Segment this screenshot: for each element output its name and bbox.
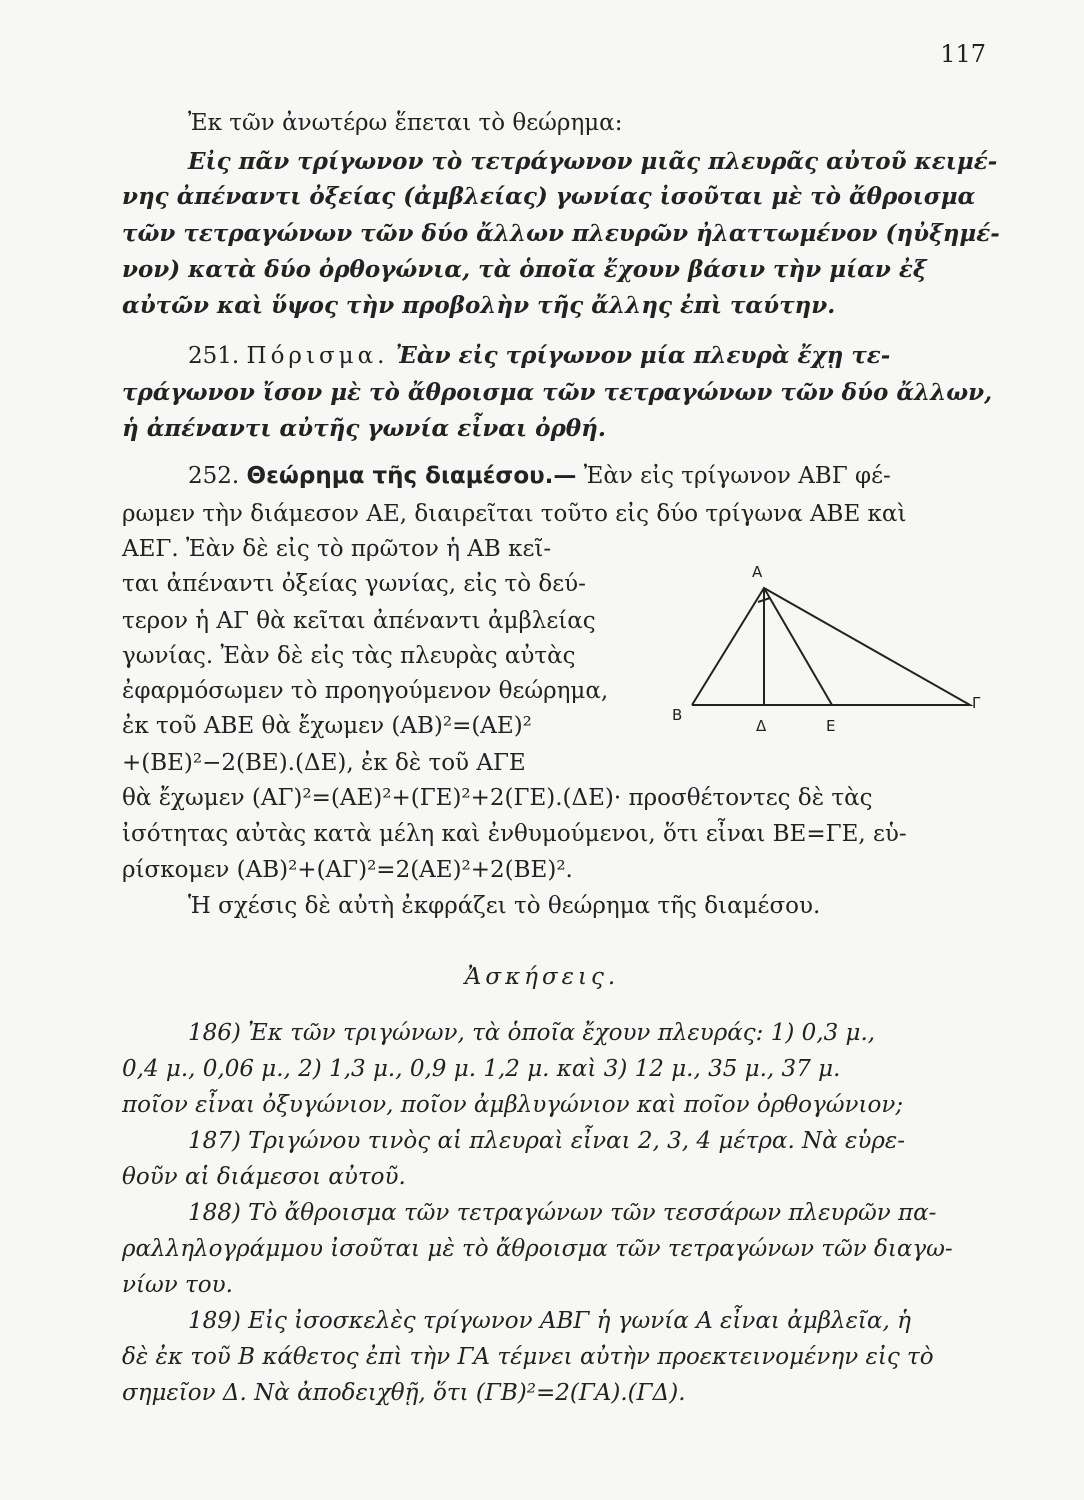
body-line: ρίσκομεν (ΑΒ)²+(ΑΓ)²=2(ΑΕ)²+2(ΒΕ)². (122, 857, 573, 883)
body-line: ΑΕΓ. Ἐὰν δὲ εἰς τὸ πρῶτον ἡ ΑΒ κεῖ- (122, 536, 552, 562)
exercise-line: 189) Εἰς ἰσοσκελὲς τρίγωνον ΑΒΓ ἡ γωνία Α εἶναι ἀμβλεῖα, ἡ (188, 1308, 911, 1334)
label-g: Γ (972, 694, 981, 712)
corollary-line: ἡ ἀπέναντι αὐτῆς γωνία εἶναι ὀρθή. (122, 415, 606, 442)
section-number: 252. (188, 463, 240, 489)
body-line: ρωμεν τὴν διάμεσον ΑΕ, διαιρεῖται τοῦτο εἰς δύο τρίγωνα ΑΒΕ καὶ (122, 501, 907, 527)
body-line: ἰσότητας αὐτὰς κατὰ μέλη καὶ ἐνθυμούμενοι, ὅτι εἶναι ΒΕ=ΓΕ, εὑ- (122, 821, 907, 847)
exercise-line: ραλληλογράμμου ἰσοῦται μὲ τὸ ἄθροισμα τῶν τετραγώνων τῶν διαγω- (122, 1236, 953, 1262)
section-252-first-line (188, 465, 891, 488)
exercise-line: δὲ ἐκ τοῦ Β κάθετος ἐπὶ τὴν ΓΑ τέμνει αὐτὴν προεκτεινομένην εἰς τὸ (122, 1344, 934, 1370)
corollary-line: τράγωνον ἴσον μὲ τὸ ἄθροισμα τῶν τετραγώνων τῶν δύο ἄλλων, (122, 379, 993, 406)
theorem-line: αὐτῶν καὶ ὕψος τὴν προβολὴν τῆς ἄλλης ἐπὶ ταύτην. (122, 292, 836, 319)
closing-line: Ἡ σχέσις δὲ αὐτὴ ἐκφράζει τὸ θεώρημα τῆς διαμέσου. (188, 893, 821, 919)
section-heading: Θεώρημα τῆς διαμέσου.— (246, 463, 577, 489)
theorem-line: τῶν τετραγώνων τῶν δύο ἄλλων πλευρῶν ἠλαττωμένον (ηὐξημέ- (122, 220, 1000, 247)
page-number: 117 (940, 40, 986, 68)
body-line: +(ΒΕ)²−2(ΒΕ).(ΔΕ), ἐκ δὲ τοῦ ΑΓΕ (122, 750, 526, 776)
section-text: Ἐὰν εἰς τρίγωνον ΑΒΓ φέ- (583, 463, 891, 489)
corollary-label: Πόρισμα. (246, 343, 389, 369)
triangle-figure (660, 560, 1000, 740)
intro-line: Ἐκ τῶν ἀνωτέρω ἕπεται τὸ θεώρημα: (188, 110, 623, 136)
theorem-line: νον) κατὰ δύο ὀρθογώνια, τὰ ὁποῖα ἔχουν βάσιν τὴν μίαν ἐξ (122, 256, 927, 283)
label-d: Δ (756, 717, 767, 735)
body-line: ἐφαρμόσωμεν τὸ προηγούμενον θεώρημα, (122, 678, 609, 704)
theorem-line: νης ἀπέναντι ὀξείας (ἀμβλείας) γωνίας ἰσοῦται μὲ τὸ ἄθροισμα (122, 183, 976, 210)
exercise-line: 188) Τὸ ἄθροισμα τῶν τετραγώνων τῶν τεσσάρων πλευρῶν πα- (188, 1200, 937, 1226)
corollary-number: 251. (188, 343, 240, 369)
label-a: Α (752, 563, 763, 581)
exercise-line: νίων του. (122, 1272, 233, 1298)
label-b: Β (672, 706, 683, 724)
triangle-abg (692, 588, 970, 705)
exercise-line: ποῖον εἶναι ὀξυγώνιον, ποῖον ἀμβλυγώνιον καὶ ποῖον ὀρθογώνιον; (122, 1092, 904, 1118)
body-line: ται ἀπέναντι ὀξείας γωνίας, εἰς τὸ δεύ- (122, 571, 586, 597)
exercise-line: 186) Ἐκ τῶν τριγώνων, τὰ ὁποῖα ἔχουν πλευράς: 1) 0,3 μ., (188, 1020, 876, 1046)
corollary-251 (188, 344, 890, 368)
label-e: Ε (826, 717, 836, 735)
corollary-text: Ἐὰν εἰς τρίγωνον μία πλευρὰ ἔχῃ τε- (395, 342, 891, 369)
theorem-line: Εἰς πᾶν τρίγωνον τὸ τετράγωνον μιᾶς πλευρᾶς αὐτοῦ κειμέ- (188, 148, 998, 175)
body-line: ἐκ τοῦ ΑΒΕ θὰ ἔχωμεν (ΑΒ)²=(ΑΕ)² (122, 713, 532, 739)
exercise-line: 187) Τριγώνου τινὸς αἱ πλευραὶ εἶναι 2, 3, 4 μέτρα. Νὰ εὑρε- (188, 1128, 905, 1154)
exercise-line: θοῦν αἱ διάμεσοι αὐτοῦ. (122, 1164, 406, 1190)
exercise-line: 0,4 μ., 0,06 μ., 2) 1,3 μ., 0,9 μ. 1,2 μ. καὶ 3) 12 μ., 35 μ., 37 μ. (122, 1056, 841, 1082)
exercise-line: σημεῖον Δ. Νὰ ἀποδειχθῇ, ὅτι (ΓΒ)²=2(ΓΑ).(ΓΔ). (122, 1380, 686, 1406)
body-line: θὰ ἔχωμεν (ΑΓ)²=(ΑΕ)²+(ΓΕ)²+2(ΓΕ).(ΔΕ)· προσθέτοντες δὲ τὰς (122, 785, 873, 811)
exercises-title: Ἀσκήσεις. (464, 964, 620, 990)
body-line: τερον ἡ ΑΓ θὰ κεῖται ἀπέναντι ἀμβλείας (122, 608, 596, 634)
body-line: γωνίας. Ἐὰν δὲ εἰς τὰς πλευρὰς αὐτὰς (122, 643, 576, 669)
median-ae (764, 588, 832, 705)
